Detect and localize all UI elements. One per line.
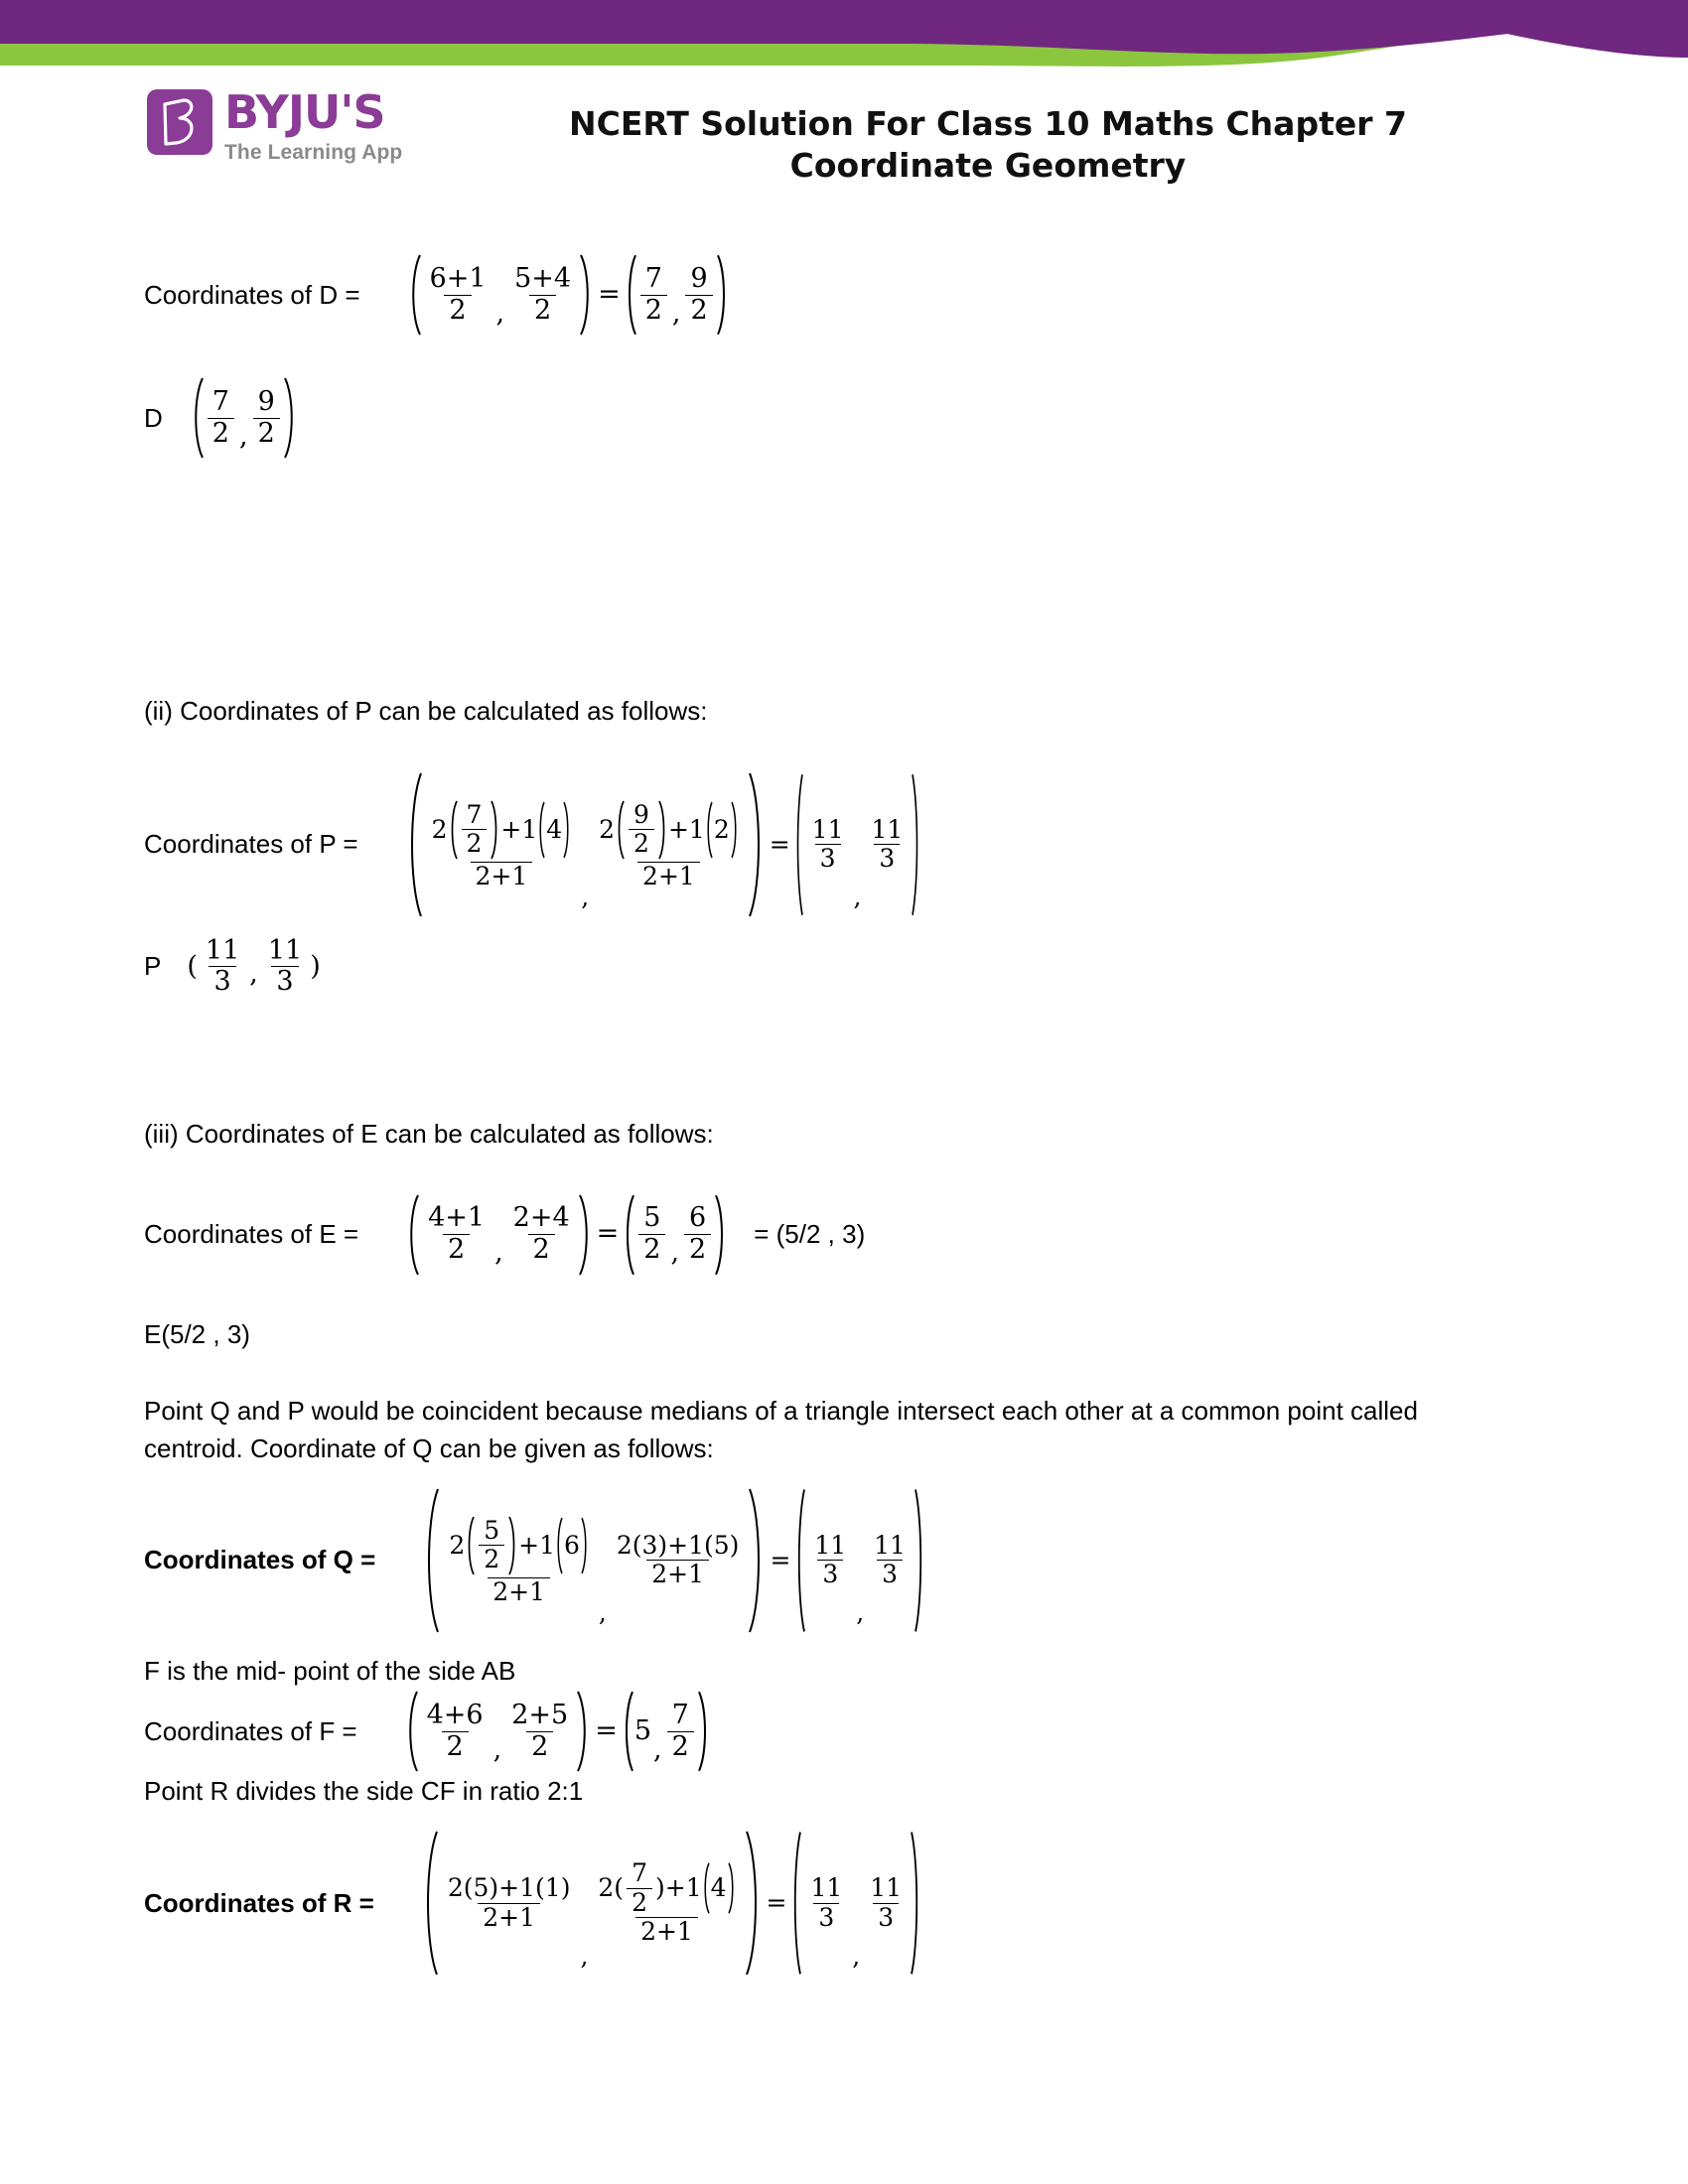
- paren-open-icon: [465, 1515, 476, 1576]
- paren-close-icon: [283, 376, 299, 460]
- label-coordinates-of-d: Coordinates of D =: [144, 279, 360, 310]
- paren-open-icon: [404, 770, 424, 919]
- math-d-point: [189, 376, 299, 460]
- comma-separator: ,: [581, 883, 590, 912]
- e-final-value: = (5/2 , 3): [754, 1218, 866, 1249]
- fraction-e-x: $\frac{4+1}{2}$: [428, 1202, 486, 1266]
- equation-coordinates-of-e: [144, 1193, 1554, 1277]
- byjus-logo-text: [224, 87, 402, 163]
- coefficient: 2(: [598, 1873, 625, 1903]
- paren-close-icon: [910, 1829, 922, 1978]
- fraction-f-result-y: $\frac{7}{2}$: [667, 1702, 694, 1761]
- comma-separator: ,: [249, 957, 258, 989]
- fraction-q-y: $\frac{2(3)+1(5)}{2+1}$: [616, 1530, 740, 1589]
- fraction-d-point-y: $\frac{9}{2}$: [253, 388, 280, 448]
- byjus-wordmark: BYJU'S: [224, 85, 385, 139]
- math-e-expression: [404, 1193, 728, 1277]
- equals-sign: =: [766, 1888, 787, 1918]
- fraction-d-x: $\frac{6+1}{2}$: [429, 262, 487, 326]
- comma-separator: ,: [853, 883, 862, 912]
- plus-term: +1: [664, 1873, 702, 1903]
- paren-close-icon: [727, 1860, 736, 1916]
- comma-separator: ,: [852, 1941, 861, 1971]
- fraction-q-result-y: $\frac{11}{3}$: [874, 1530, 906, 1589]
- fraction-p-x: 2 $\frac{7}{2}$ +1 4 2+1: [427, 799, 577, 890]
- fraction-q-x: 2 $\frac{5}{2}$ +1 6 2+1: [444, 1515, 594, 1606]
- f-result-x: 5: [633, 1715, 651, 1747]
- fraction-p-point-y: $\frac{11}{3}$: [267, 934, 303, 998]
- equation-coordinates-of-p: [144, 770, 1554, 919]
- paren-close-icon: [576, 1690, 592, 1773]
- byjus-tagline: The Learning App: [224, 141, 403, 164]
- math-p-expression: [404, 770, 922, 919]
- label-point-p: P: [144, 951, 162, 982]
- equals-sign: =: [596, 1218, 620, 1250]
- paren-open-icon: [189, 376, 205, 460]
- equation-coordinates-of-r: [144, 1829, 1554, 1978]
- paren-close-icon: [714, 1193, 728, 1277]
- fraction-r-x: $\frac{2(5)+1(1)}{2+1}$: [447, 1873, 571, 1932]
- paren-open-icon: [421, 1486, 441, 1635]
- comma-separator: ,: [495, 297, 505, 329]
- math-d-expression: [406, 253, 730, 337]
- fraction-r-result-y: $\frac{11}{3}$: [870, 1873, 903, 1932]
- label-coordinates-of-f: Coordinates of F =: [144, 1715, 357, 1746]
- comma-separator: ,: [671, 297, 681, 329]
- math-q-expression: [421, 1486, 926, 1635]
- paren-open-icon: [555, 1515, 564, 1576]
- label-coordinates-of-p: Coordinates of P =: [144, 829, 358, 860]
- header-banner: [0, 0, 1688, 79]
- comma-separator: ,: [580, 1941, 589, 1971]
- coefficient: 2: [449, 1530, 466, 1560]
- paren-open-icon: [420, 1829, 440, 1978]
- paren-close-icon: [730, 799, 739, 861]
- paren-open-icon: [705, 799, 714, 861]
- paren-close-icon: [914, 1486, 926, 1635]
- fraction-d-result-x: $\frac{7}{2}$: [640, 265, 667, 325]
- paragraph-centroid-explanation: Point Q and P would be coincident because medians of a triangle intersect each other at a common point called centroid. Coordinate of Q can be given as follows:: [144, 1396, 1418, 1463]
- fraction-p-y: 2 $\frac{9}{2}$ +1 2 2+1: [594, 799, 744, 890]
- equals-sign: =: [598, 278, 621, 310]
- paren-close-icon: [747, 1486, 767, 1635]
- inner-fraction: $\frac{9}{2}$: [629, 802, 654, 858]
- paren-open-icon: [448, 799, 459, 861]
- fraction-d-y: $\frac{5+4}{2}$: [514, 262, 572, 326]
- equation-coordinates-of-f: [144, 1690, 1554, 1773]
- paren-open-icon: [793, 770, 804, 919]
- paren-open-icon: [621, 1690, 634, 1773]
- fraction-e-result-x: $\frac{5}{2}$: [638, 1204, 665, 1264]
- inner-fraction: $\frac{5}{2}$: [479, 1518, 504, 1573]
- paren-open-icon: [793, 1486, 806, 1635]
- fraction-p-point-x: $\frac{11}{3}$: [205, 934, 240, 998]
- comma-separator: ,: [598, 1598, 607, 1628]
- fraction-r-result-x: $\frac{11}{3}$: [810, 1873, 843, 1932]
- paren-close-icon: [697, 1690, 711, 1773]
- paren-open-icon: [537, 799, 546, 861]
- page-title-line-1: NCERT Solution For Class 10 Maths Chapter 7: [569, 104, 1407, 143]
- inner-fraction: $\frac{7}{2}$: [627, 1860, 652, 1916]
- equals-sign: =: [595, 1715, 618, 1747]
- fraction-d-point-x: $\frac{7}{2}$: [208, 388, 234, 448]
- fraction-f-x: $\frac{4+6}{2}$: [426, 1700, 484, 1762]
- page-title: [427, 103, 1549, 187]
- paren-close-icon: [562, 799, 571, 861]
- paren-open-icon: [404, 1193, 420, 1277]
- equals-sign: =: [769, 829, 790, 859]
- paren-close-icon: [580, 1515, 589, 1576]
- label-coordinates-of-q: Coordinates of Q =: [144, 1545, 376, 1575]
- label-point-d: D: [144, 402, 163, 433]
- second-term: 2: [713, 814, 730, 844]
- math-f-expression: [403, 1690, 711, 1773]
- paren-close-icon: [578, 1193, 594, 1277]
- second-term: 6: [563, 1530, 580, 1560]
- paren-open-icon: [403, 1690, 419, 1773]
- paren-open-icon: [615, 799, 626, 861]
- paren-close-icon: [657, 799, 668, 861]
- comma-separator: ,: [492, 1734, 502, 1766]
- fraction-f-y: $\frac{2+5}{2}$: [511, 1700, 569, 1762]
- fraction-r-y: 2( $\frac{7}{2}$ ) +1 4 2+1: [593, 1860, 740, 1946]
- inner-fraction: $\frac{7}{2}$: [462, 802, 488, 858]
- label-coordinates-of-r: Coordinates of R =: [144, 1887, 374, 1918]
- math-p-point: [187, 934, 321, 998]
- comma-separator: ,: [238, 420, 248, 452]
- paren-close-icon: ): [654, 1873, 665, 1903]
- byjus-logo: [147, 87, 402, 163]
- coefficient: 2: [599, 814, 616, 844]
- fraction-e-result-y: $\frac{6}{2}$: [684, 1204, 711, 1264]
- heading-part-iii: (iii) Coordinates of E can be calculated as follows:: [144, 1118, 714, 1149]
- fraction-p-result-x: $\frac{11}{3}$: [811, 814, 844, 874]
- paren-open-icon: [406, 253, 422, 337]
- comma-separator: ,: [856, 1598, 865, 1628]
- point-d-value: [144, 376, 1554, 460]
- equation-coordinates-of-q: [144, 1486, 1554, 1635]
- point-p-value: [144, 934, 1554, 998]
- statement-f-midpoint: F is the mid- point of the side AB: [144, 1655, 516, 1686]
- statement-r-divides-cf: Point R divides the side CF in ratio 2:1: [144, 1776, 584, 1807]
- paren-close-icon: [507, 1515, 518, 1576]
- fraction-e-y: $\frac{2+4}{2}$: [512, 1202, 570, 1266]
- paren-open-icon: (: [187, 950, 198, 982]
- paren-open-icon: [702, 1860, 711, 1916]
- paren-open-icon: [622, 1193, 635, 1277]
- heading-part-ii: (ii) Coordinates of P can be calculated as follows:: [144, 696, 708, 726]
- paren-close-icon: [716, 253, 730, 337]
- paren-close-icon: ): [310, 950, 321, 982]
- plus-term: +1: [667, 814, 705, 844]
- second-term: 4: [546, 814, 563, 844]
- paren-open-icon: [789, 1829, 802, 1978]
- plus-term: +1: [500, 814, 538, 844]
- equation-coordinates-of-d: [144, 253, 1554, 337]
- fraction-q-result-x: $\frac{11}{3}$: [814, 1530, 847, 1589]
- equals-sign: =: [770, 1545, 791, 1574]
- plus-term: +1: [518, 1530, 555, 1560]
- paren-close-icon: [744, 1829, 764, 1978]
- label-coordinates-of-e: Coordinates of E =: [144, 1219, 359, 1250]
- comma-separator: ,: [494, 1237, 503, 1269]
- paren-close-icon: [579, 253, 595, 337]
- paren-open-icon: [624, 253, 637, 337]
- document-body: [144, 253, 1554, 1978]
- fraction-d-result-y: $\frac{9}{2}$: [685, 265, 712, 325]
- paren-close-icon: [490, 799, 500, 861]
- fraction-p-result-y: $\frac{11}{3}$: [871, 814, 904, 874]
- second-term: 4: [710, 1873, 727, 1903]
- paren-close-icon: [911, 770, 921, 919]
- coefficient: 2: [431, 814, 448, 844]
- comma-separator: ,: [653, 1734, 662, 1766]
- point-e-value: E(5/2 , 3): [144, 1318, 250, 1349]
- page-title-line-2: Coordinate Geometry: [789, 146, 1187, 186]
- math-r-expression: [420, 1829, 922, 1978]
- byjus-logo-mark-icon: [147, 89, 212, 155]
- paren-close-icon: [747, 770, 767, 919]
- comma-separator: ,: [670, 1237, 680, 1269]
